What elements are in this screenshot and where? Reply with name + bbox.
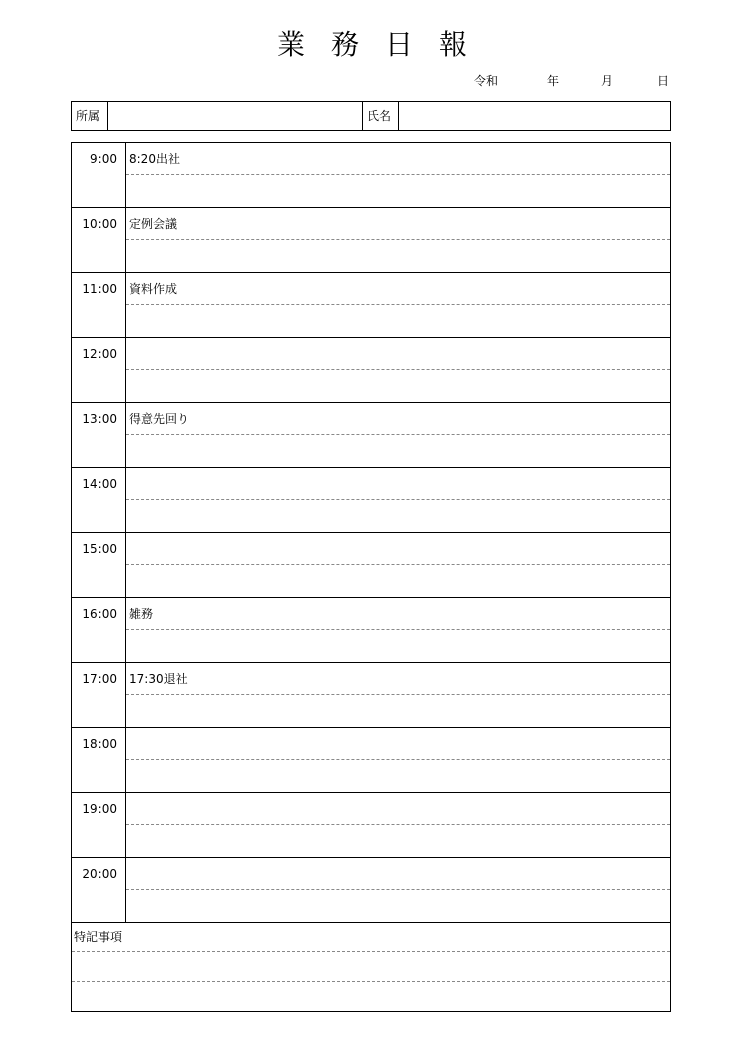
schedule-table bbox=[71, 142, 671, 1012]
time-label: 14:00 bbox=[72, 468, 126, 532]
entry-area bbox=[126, 663, 670, 727]
entry-line[interactable]: 雑務 bbox=[126, 598, 670, 630]
day-label: 日 bbox=[657, 74, 670, 88]
time-label: 18:00 bbox=[72, 728, 126, 792]
info-table bbox=[71, 101, 671, 131]
entry-area bbox=[126, 208, 670, 272]
entry-area bbox=[126, 338, 670, 402]
affiliation-label: 所属 bbox=[72, 102, 108, 130]
time-label: 10:00 bbox=[72, 208, 126, 272]
time-label: 20:00 bbox=[72, 858, 126, 922]
entry-line[interactable] bbox=[126, 728, 670, 760]
date-row bbox=[474, 73, 670, 89]
time-label: 11:00 bbox=[72, 273, 126, 337]
entry-line-blank[interactable] bbox=[126, 565, 670, 597]
entry-line-blank[interactable] bbox=[126, 370, 670, 402]
entry-line[interactable] bbox=[126, 793, 670, 825]
entry-area bbox=[126, 403, 670, 467]
page-title: 業務日報 bbox=[276, 28, 493, 61]
notes-line[interactable] bbox=[72, 952, 670, 982]
year-label: 年 bbox=[547, 74, 560, 88]
time-label: 15:00 bbox=[72, 533, 126, 597]
notes-section bbox=[72, 923, 670, 1011]
entry-line[interactable] bbox=[126, 338, 670, 370]
month-label: 月 bbox=[601, 74, 614, 88]
schedule-row bbox=[72, 793, 670, 858]
time-label: 17:00 bbox=[72, 663, 126, 727]
entry-line[interactable]: 資料作成 bbox=[126, 273, 670, 305]
entry-area bbox=[126, 598, 670, 662]
entry-line-blank[interactable] bbox=[126, 760, 670, 792]
schedule-row bbox=[72, 858, 670, 923]
entry-line-blank[interactable] bbox=[126, 435, 670, 467]
time-label: 12:00 bbox=[72, 338, 126, 402]
schedule-row bbox=[72, 728, 670, 793]
entry-line[interactable] bbox=[126, 533, 670, 565]
schedule-row bbox=[72, 208, 670, 273]
entry-line[interactable]: 8:20出社 bbox=[126, 143, 670, 175]
entry-area bbox=[126, 533, 670, 597]
entry-line[interactable]: 得意先回り bbox=[126, 403, 670, 435]
era-label: 令和 bbox=[474, 74, 499, 88]
notes-line[interactable] bbox=[72, 982, 670, 1011]
entry-area bbox=[126, 273, 670, 337]
entry-line[interactable] bbox=[126, 468, 670, 500]
schedule-row bbox=[72, 143, 670, 208]
schedule-row bbox=[72, 403, 670, 468]
schedule-row bbox=[72, 598, 670, 663]
entry-line-blank[interactable] bbox=[126, 825, 670, 857]
entry-line[interactable]: 17:30退社 bbox=[126, 663, 670, 695]
entry-line-blank[interactable] bbox=[126, 305, 670, 337]
entry-area bbox=[126, 858, 670, 922]
name-field[interactable] bbox=[399, 102, 670, 130]
schedule-row bbox=[72, 533, 670, 598]
schedule-row bbox=[72, 273, 670, 338]
affiliation-field[interactable] bbox=[108, 102, 363, 130]
notes-label: 特記事項 bbox=[72, 923, 670, 952]
entry-line-blank[interactable] bbox=[126, 630, 670, 662]
entry-area bbox=[126, 793, 670, 857]
schedule-row bbox=[72, 338, 670, 403]
time-label: 13:00 bbox=[72, 403, 126, 467]
time-label: 16:00 bbox=[72, 598, 126, 662]
entry-line[interactable]: 定例会議 bbox=[126, 208, 670, 240]
entry-line-blank[interactable] bbox=[126, 695, 670, 727]
time-label: 19:00 bbox=[72, 793, 126, 857]
entry-area bbox=[126, 728, 670, 792]
entry-area bbox=[126, 143, 670, 207]
time-label: 9:00 bbox=[72, 143, 126, 207]
entry-area bbox=[126, 468, 670, 532]
schedule-row bbox=[72, 468, 670, 533]
name-label: 氏名 bbox=[363, 102, 399, 130]
schedule-row bbox=[72, 663, 670, 728]
entry-line-blank[interactable] bbox=[126, 890, 670, 922]
entry-line-blank[interactable] bbox=[126, 175, 670, 207]
entry-line[interactable] bbox=[126, 858, 670, 890]
entry-line-blank[interactable] bbox=[126, 500, 670, 532]
entry-line-blank[interactable] bbox=[126, 240, 670, 272]
